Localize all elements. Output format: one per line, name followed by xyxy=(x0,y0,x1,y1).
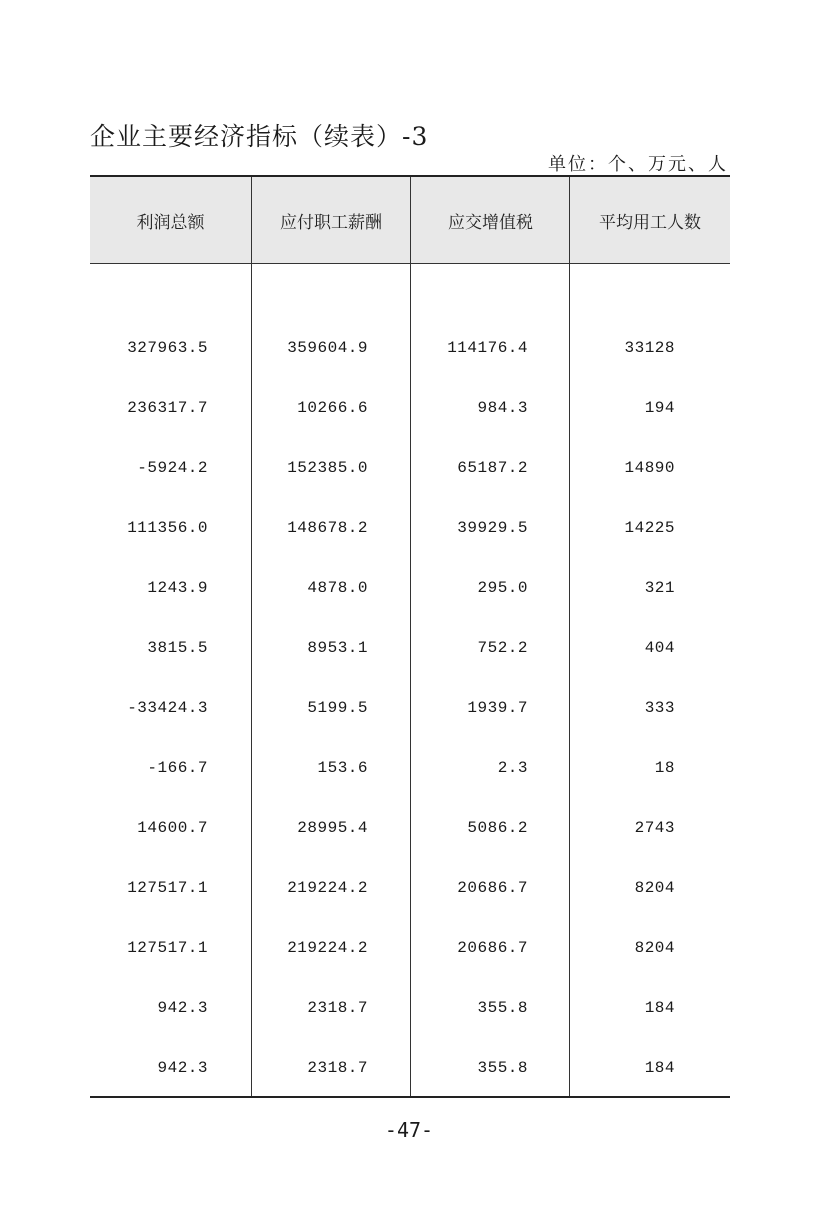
table-cell: 127517.1 xyxy=(127,939,208,957)
table-cell: 219224.2 xyxy=(287,939,368,957)
table-cell: 2.3 xyxy=(497,759,528,777)
table-cell: 2318.7 xyxy=(307,1059,368,1077)
table-cell: 942.3 xyxy=(157,1059,208,1077)
table-cell: 4878.0 xyxy=(307,579,368,597)
table-cell: 359604.9 xyxy=(287,339,368,357)
table-cell: 1939.7 xyxy=(467,699,528,717)
table-cell: 153.6 xyxy=(317,759,368,777)
table-cell: 5086.2 xyxy=(467,819,528,837)
table-cell: 295.0 xyxy=(477,579,528,597)
table-cell: 33128 xyxy=(624,339,675,357)
header-employees: 平均用工人数 xyxy=(599,212,701,233)
table-cell: 14600.7 xyxy=(137,819,208,837)
table-cell: 127517.1 xyxy=(127,879,208,897)
table-cell: 14225 xyxy=(624,519,675,537)
table-cell: -33424.3 xyxy=(127,699,208,717)
header-vat: 应交增值税 xyxy=(448,212,533,233)
table-cell: 184 xyxy=(644,1059,675,1077)
table-cell: 2318.7 xyxy=(307,999,368,1017)
table-cell: 942.3 xyxy=(157,999,208,1017)
table-cell: 404 xyxy=(644,639,675,657)
table-cell: 20686.7 xyxy=(457,939,528,957)
table-cell: 3815.5 xyxy=(147,639,208,657)
table-cell: 5199.5 xyxy=(307,699,368,717)
table-row xyxy=(90,633,730,663)
table-row xyxy=(90,333,730,363)
table-row xyxy=(90,453,730,483)
table-row xyxy=(90,753,730,783)
table-cell: 152385.0 xyxy=(287,459,368,477)
table-cell: 10266.6 xyxy=(297,399,368,417)
table-cell: 321 xyxy=(644,579,675,597)
table-cell: 39929.5 xyxy=(457,519,528,537)
table-cell: 752.2 xyxy=(477,639,528,657)
page-number: -47- xyxy=(384,1118,434,1142)
table-cell: 984.3 xyxy=(477,399,528,417)
table-row xyxy=(90,933,730,963)
table-cell: 236317.7 xyxy=(127,399,208,417)
table-cell: 327963.5 xyxy=(127,339,208,357)
table-row xyxy=(90,573,730,603)
header-profit: 利润总额 xyxy=(136,212,205,233)
unit-label: 单位：个、万元、人 xyxy=(548,154,728,175)
table-cell: 20686.7 xyxy=(457,879,528,897)
table-cell: 8953.1 xyxy=(307,639,368,657)
header-payroll: 应付职工薪酬 xyxy=(280,212,382,233)
table-cell: 28995.4 xyxy=(297,819,368,837)
table-cell: 8204 xyxy=(634,879,675,897)
table-cell: 184 xyxy=(644,999,675,1017)
table-cell: 1243.9 xyxy=(147,579,208,597)
table-cell: 65187.2 xyxy=(457,459,528,477)
table-bottom-rule xyxy=(90,1096,730,1098)
table-cell: 18 xyxy=(654,759,675,777)
table-cell: 148678.2 xyxy=(287,519,368,537)
table-row xyxy=(90,693,730,723)
data-table xyxy=(90,175,730,1098)
table-cell: -166.7 xyxy=(147,759,208,777)
table-row xyxy=(90,993,730,1023)
table-cell: 355.8 xyxy=(477,1059,528,1077)
table-cell: 333 xyxy=(644,699,675,717)
table-cell: 219224.2 xyxy=(287,879,368,897)
table-row xyxy=(90,513,730,543)
table-row xyxy=(90,873,730,903)
table-cell: 14890 xyxy=(624,459,675,477)
table-cell: 111356.0 xyxy=(127,519,208,537)
table-cell: 114176.4 xyxy=(447,339,528,357)
table-row xyxy=(90,393,730,423)
page-title: 企业主要经济指标（续表）-3 xyxy=(90,122,429,151)
table-row xyxy=(90,813,730,843)
table-row xyxy=(90,1053,730,1083)
table-cell: 194 xyxy=(644,399,675,417)
table-cell: 8204 xyxy=(634,939,675,957)
table-cell: 355.8 xyxy=(477,999,528,1017)
table-cell: -5924.2 xyxy=(137,459,208,477)
table-cell: 2743 xyxy=(634,819,675,837)
